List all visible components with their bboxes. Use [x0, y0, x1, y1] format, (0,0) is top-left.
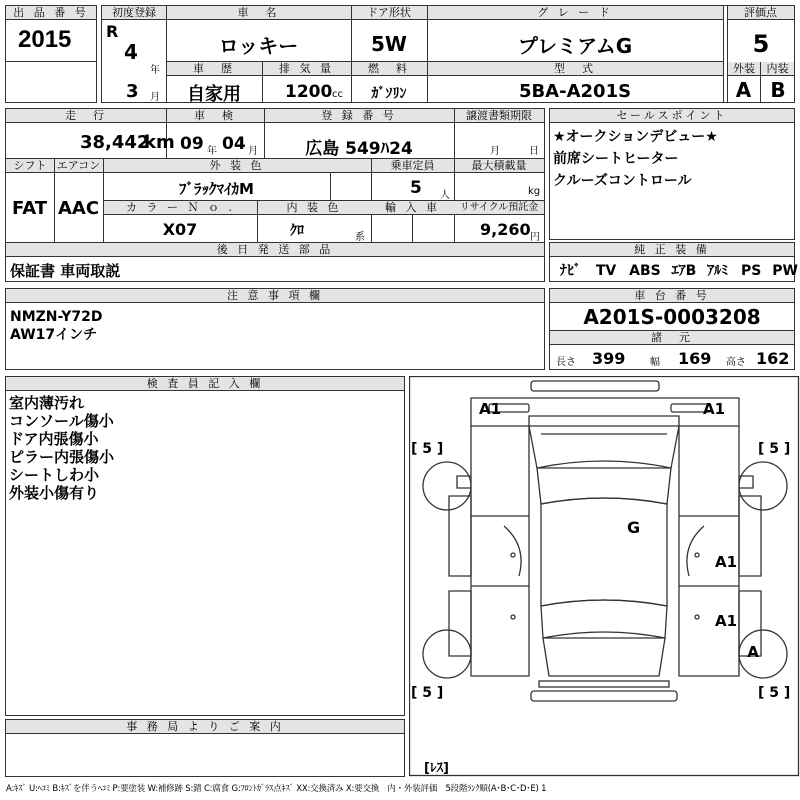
- inspector-line: ピラー内張傷小: [9, 448, 115, 466]
- mark-a1-front-left: A1: [479, 400, 502, 418]
- tire-score-front-left: [ 5 ]: [411, 441, 444, 457]
- later-parts: 保証書 車両取説: [10, 262, 121, 280]
- equip-item: ﾅﾋﾞ: [560, 263, 581, 279]
- mark-g-roof: G: [627, 518, 641, 537]
- height: 162: [756, 349, 790, 368]
- model: 5BA-A201S: [518, 81, 632, 102]
- import-label: 輸 入 車: [371, 201, 454, 215]
- reg-month: 3: [126, 81, 139, 102]
- spare-tire-score: [ﾚｽ]: [424, 761, 449, 776]
- height-label: 高さ: [726, 357, 746, 368]
- interior-label: 内装: [761, 62, 794, 76]
- int-color-unit: 系: [355, 232, 365, 243]
- history: 自家用: [187, 84, 241, 105]
- displacement-label: 排 気 量: [262, 62, 351, 76]
- inspector-notes: [9, 394, 114, 502]
- tailgate: [543, 638, 665, 676]
- sales-points-list: [553, 128, 718, 190]
- chassis-label: 車 台 番 号: [550, 289, 794, 303]
- year-unit: 年: [150, 65, 160, 76]
- insp-month-unit: 月: [248, 146, 258, 157]
- sales-point: 前席シートヒーター: [553, 151, 679, 167]
- equipment-list: [560, 260, 798, 280]
- score: 5: [752, 30, 770, 58]
- interior-color: ｸﾛ: [290, 223, 304, 239]
- width: 169: [678, 349, 712, 368]
- ac: AAC: [57, 198, 100, 219]
- mark-a-rear-right-wheel: A: [747, 643, 759, 661]
- rear-bumper: [531, 691, 677, 701]
- lot-label: 出 品 番 号: [6, 6, 96, 20]
- recycle-unit: 円: [530, 232, 540, 243]
- exterior-color: ﾌﾞﾗｯｸﾏｲｶM: [179, 180, 254, 198]
- transfer-label: 譲渡書類期限: [454, 109, 544, 123]
- mark-a1-right-door-front: A1: [715, 553, 738, 571]
- insp-year: 09: [180, 134, 204, 154]
- int-color-label: 内 装 色: [257, 201, 371, 215]
- ac-label: エアコン: [54, 159, 103, 173]
- inspector-line: コンソール傷小: [9, 412, 114, 430]
- grade: プレミアムG: [517, 34, 633, 58]
- notes-label: 注 意 事 項 欄: [6, 289, 544, 303]
- transfer-month: 月: [490, 146, 500, 157]
- sales-point: ★オークションデビュー★: [553, 129, 718, 145]
- fuel-label: 燃 料: [351, 62, 427, 76]
- hood: [529, 426, 679, 468]
- transfer-day: 日: [529, 146, 539, 157]
- color-no: X07: [162, 220, 198, 239]
- wheel-front-left: [423, 462, 471, 510]
- inspector-line: 外装小傷有り: [9, 484, 100, 502]
- rear-window: [541, 600, 667, 638]
- wheel-front-right: [739, 462, 787, 510]
- inspector-line: シートしわ小: [9, 466, 100, 484]
- score-label: 評価点: [727, 6, 794, 20]
- color-label: 外 装 色: [103, 159, 371, 173]
- mark-a1-front-right: A1: [703, 400, 726, 418]
- shift-label: シフト: [6, 159, 54, 173]
- plate: 広島 549ﾊ24: [305, 139, 413, 159]
- inspector-line: ドア内張傷小: [9, 430, 99, 448]
- door-type: 5W: [371, 32, 407, 56]
- inspection-label: 車 検: [166, 109, 264, 123]
- chassis-number: A201S-0003208: [583, 305, 761, 329]
- car-name: ロッキー: [218, 34, 299, 58]
- equip-item: ABS: [629, 263, 661, 279]
- sales-point: クルーズコントロール: [553, 173, 692, 189]
- insp-month: 04: [222, 134, 246, 154]
- tire-score-front-right: [ 5 ]: [758, 441, 791, 457]
- capacity: 5: [410, 178, 422, 198]
- plate-label: 登 録 番 号: [264, 109, 454, 123]
- front-bumper: [531, 381, 659, 391]
- capacity-unit: 人: [440, 190, 450, 201]
- history-label: 車 歴: [166, 62, 262, 76]
- equip-item: TV: [595, 263, 617, 279]
- capacity-label: 乗車定員: [371, 159, 454, 173]
- car-name-label: 車 名: [166, 6, 351, 20]
- inspector-label: 検 査 員 記 入 欄: [6, 377, 404, 391]
- mileage-unit: km: [144, 132, 175, 153]
- equipment-label: 純 正 装 備: [550, 243, 794, 257]
- car-diagram: [409, 376, 800, 778]
- exterior-grade: A: [735, 78, 752, 102]
- exterior-label: 外装: [728, 62, 760, 76]
- later-label: 後 日 発 送 部 品: [6, 243, 544, 257]
- mark-a1-right-door-rear: A1: [715, 612, 738, 630]
- displacement: 1200: [285, 82, 333, 102]
- sales-points-label: セールスポイント: [550, 109, 794, 123]
- notes-list: [10, 308, 103, 344]
- lot-number: 2015: [18, 26, 72, 53]
- interior-grade: B: [770, 78, 786, 102]
- length-label: 長さ: [556, 357, 576, 368]
- equip-item: ｱﾙﾐ: [707, 263, 729, 279]
- model-label: 型 式: [427, 62, 723, 76]
- mileage: 38,442: [80, 132, 150, 153]
- reg-year: 4: [124, 40, 138, 64]
- month-unit: 月: [150, 92, 160, 103]
- legend: A:ｷｽﾞ U:ﾍｺﾐ B:ｷｽﾞを伴うﾍｺﾐ P:要塗装 W:補修跡 S:錆 C:腐食 G:ﾌﾛﾝﾄｶﾞﾗｽ点ｷｽﾞ XX:交換済み X:要交換 内・外装評価 5段階ﾗﾝｸ順(A･B･C･D･E) 1: [6, 784, 547, 794]
- recycle-label: リサイクル預託金: [454, 201, 544, 215]
- door-label: ドア形状: [351, 6, 427, 20]
- load-label: 最大積載量: [454, 159, 544, 173]
- tire-score-rear-left: [ 5 ]: [411, 685, 444, 701]
- displacement-unit: cc: [332, 89, 343, 100]
- office-label: 事 務 局 よ り ご 案 内: [6, 720, 404, 734]
- note-line: AW17インチ: [10, 327, 98, 343]
- wheel-rear-left: [423, 630, 471, 678]
- load-unit: kg: [528, 186, 541, 197]
- shift: FAT: [11, 198, 48, 219]
- length: 399: [592, 349, 626, 368]
- color-no-label: カ ラ ー Ｎ ｏ .: [104, 201, 257, 215]
- era: R: [106, 22, 119, 41]
- equip-item: ｴｱB: [671, 263, 697, 279]
- roof: [541, 498, 667, 606]
- insp-year-unit: 年: [207, 146, 217, 157]
- equip-item: PS: [741, 263, 762, 279]
- inspector-line: 室内薄汚れ: [9, 394, 85, 412]
- equip-item: PW: [772, 263, 798, 279]
- tire-score-rear-right: [ 5 ]: [758, 685, 791, 701]
- fuel: ｶﾞｿﾘﾝ: [371, 86, 407, 102]
- note-line: NMZN-Y72D: [10, 309, 103, 325]
- width-label: 幅: [650, 357, 660, 368]
- grade-label: グ レ ー ド: [427, 6, 723, 20]
- recycle: 9,260: [480, 220, 531, 239]
- mileage-label: 走 行: [6, 109, 166, 123]
- dims-label: 諸 元: [550, 331, 794, 345]
- first-reg-label: 初度登録: [102, 6, 166, 20]
